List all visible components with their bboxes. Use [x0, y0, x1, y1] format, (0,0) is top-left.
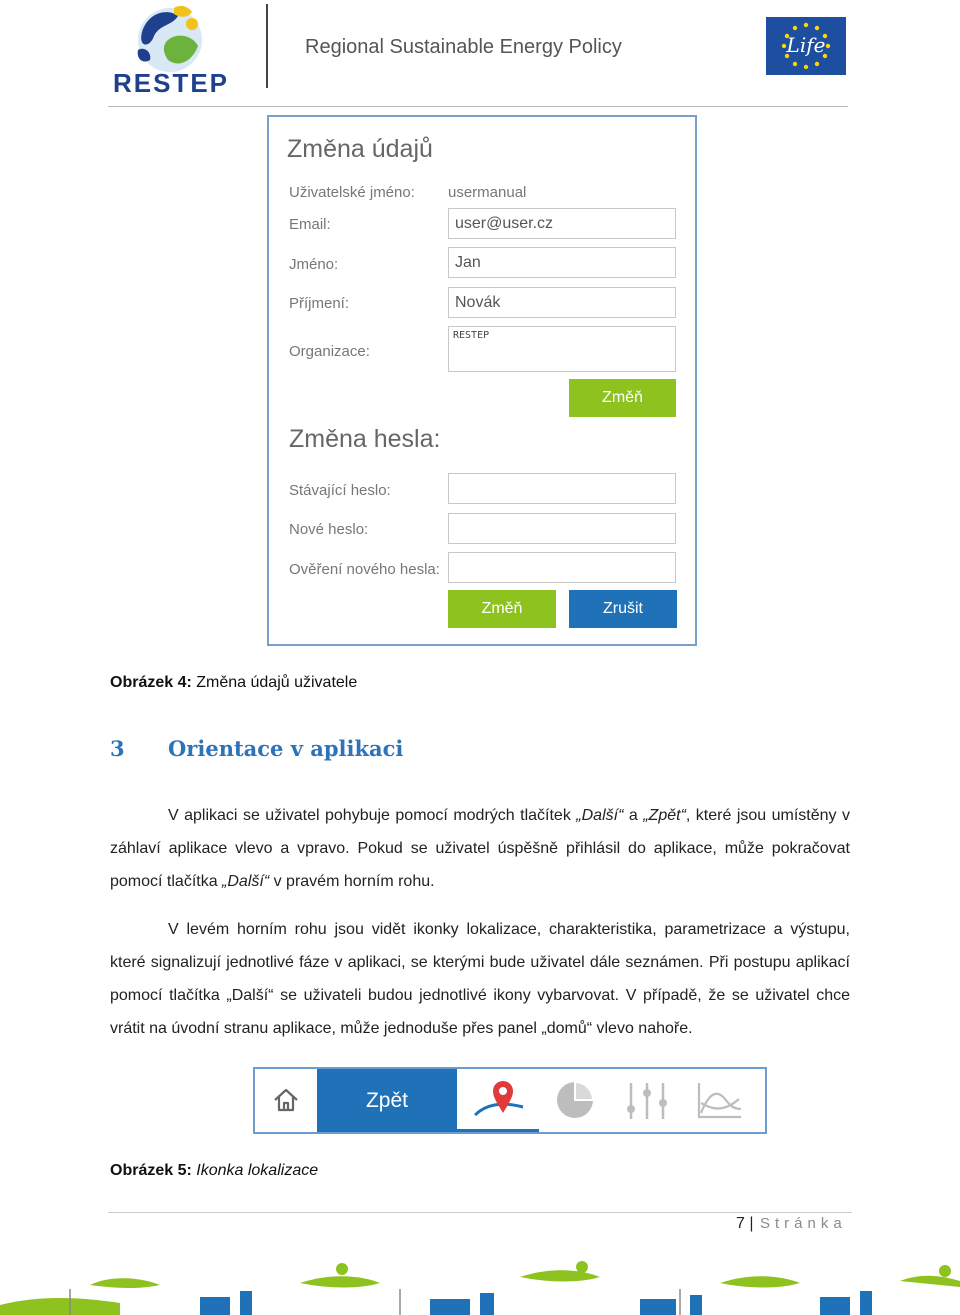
figure-5-caption [110, 1162, 318, 1180]
first-name-field[interactable]: Jan [448, 247, 676, 278]
current-password-label: Stávající heslo: [289, 482, 391, 499]
logo-wordmark: RESTEP [113, 68, 230, 98]
back-button[interactable]: Zpět [317, 1069, 457, 1132]
email-label: Email: [289, 216, 331, 233]
confirm-password-field[interactable] [448, 552, 676, 583]
user-data-form [267, 115, 697, 646]
app-navigation-bar [253, 1067, 767, 1134]
header-rule [108, 106, 848, 107]
section-number: 3 [110, 736, 125, 761]
home-icon [255, 1069, 317, 1132]
form-title: Změna údajů [287, 135, 433, 163]
change-data-button[interactable]: Změň [569, 379, 676, 417]
last-name-field[interactable]: Novák [448, 287, 676, 318]
first-name-label: Jméno: [289, 256, 339, 273]
current-password-field[interactable] [448, 473, 676, 504]
figure-5-label: Obrázek 5: [110, 1162, 192, 1179]
figure-4-text: Změna údajů uživatele [196, 674, 358, 691]
new-password-label: Nové heslo: [289, 521, 369, 538]
figure-4-label: Obrázek 4: [110, 674, 192, 691]
pie-chart-icon [539, 1069, 611, 1132]
username-label: Uživatelské jméno: [289, 184, 415, 201]
organization-textarea[interactable]: RESTEP [448, 326, 676, 372]
quote-next: „Další“ [576, 807, 624, 824]
confirm-password-label: Ověření nového hesla: [289, 561, 440, 578]
figure-5-text: Ikonka lokalizace [196, 1162, 319, 1179]
footer-rule [108, 1212, 852, 1213]
page-number-separator: | [749, 1215, 754, 1232]
footer-skyline-decoration [0, 1255, 960, 1315]
figure-4-caption [110, 674, 357, 692]
line-chart-icon [683, 1069, 763, 1132]
paragraph-1 [110, 799, 850, 898]
last-name-label: Příjmení: [289, 295, 350, 312]
cancel-button[interactable]: Zrušit [569, 590, 677, 628]
location-icon [457, 1069, 539, 1129]
paragraph-1-text-c: , které jsou umístěny v záhlaví aplikace vlevo a vpravo. Pokud se uživatel úspěšně přihlásil do aplikace, může pokračovat pomocí tlačítka [110, 807, 850, 890]
change-password-button[interactable]: Změň [448, 590, 556, 628]
paragraph-2 [110, 913, 850, 1045]
organization-label: Organizace: [289, 343, 370, 360]
new-password-field[interactable] [448, 513, 676, 544]
home-button[interactable] [255, 1069, 317, 1132]
header-title: Regional Sustainable Energy Policy [305, 36, 622, 58]
header-separator [266, 4, 268, 88]
output-tab[interactable] [683, 1069, 763, 1132]
quote-next-2: „Další“ [222, 873, 270, 890]
page-number [736, 1215, 754, 1233]
username-value: usermanual [448, 184, 527, 201]
eu-life-text: Life [786, 33, 826, 57]
paragraph-1-text-a: V aplikaci se uživatel pohybuje pomocí modrých tlačítek [168, 807, 577, 824]
location-tab[interactable] [457, 1069, 539, 1132]
email-field[interactable]: user@user.cz [448, 208, 676, 239]
characteristics-tab[interactable] [539, 1069, 611, 1132]
page-number-value: 7 [736, 1215, 745, 1232]
parameters-tab[interactable] [611, 1069, 683, 1132]
paragraph-1-text-b: a [623, 807, 644, 824]
section-title: Orientace v aplikaci [168, 736, 404, 761]
sliders-icon [611, 1069, 683, 1132]
quote-back: „Zpět“ [643, 807, 686, 824]
password-section-title: Změna hesla: [289, 425, 441, 453]
paragraph-2-text: V levém horním rohu jsou vidět ikonky lokalizace, charakteristika, parametrizace a výstupu, které signalizují jednotlivé fáze v aplikaci, se kterými bude uživatel dále seznámen. Při postupu aplikací pomocí tlačítka „Další“ se uživateli budou jednotlivé ikony vybarvovat. V případě, že se uživatel chce vrátit na úvodní stranu aplikace, může jednoduše přes panel „domů“ vlevo nahoře. [110, 921, 850, 1037]
paragraph-1-text-d: v pravém horním rohu. [269, 873, 435, 890]
page-word: Stránka [760, 1215, 847, 1232]
